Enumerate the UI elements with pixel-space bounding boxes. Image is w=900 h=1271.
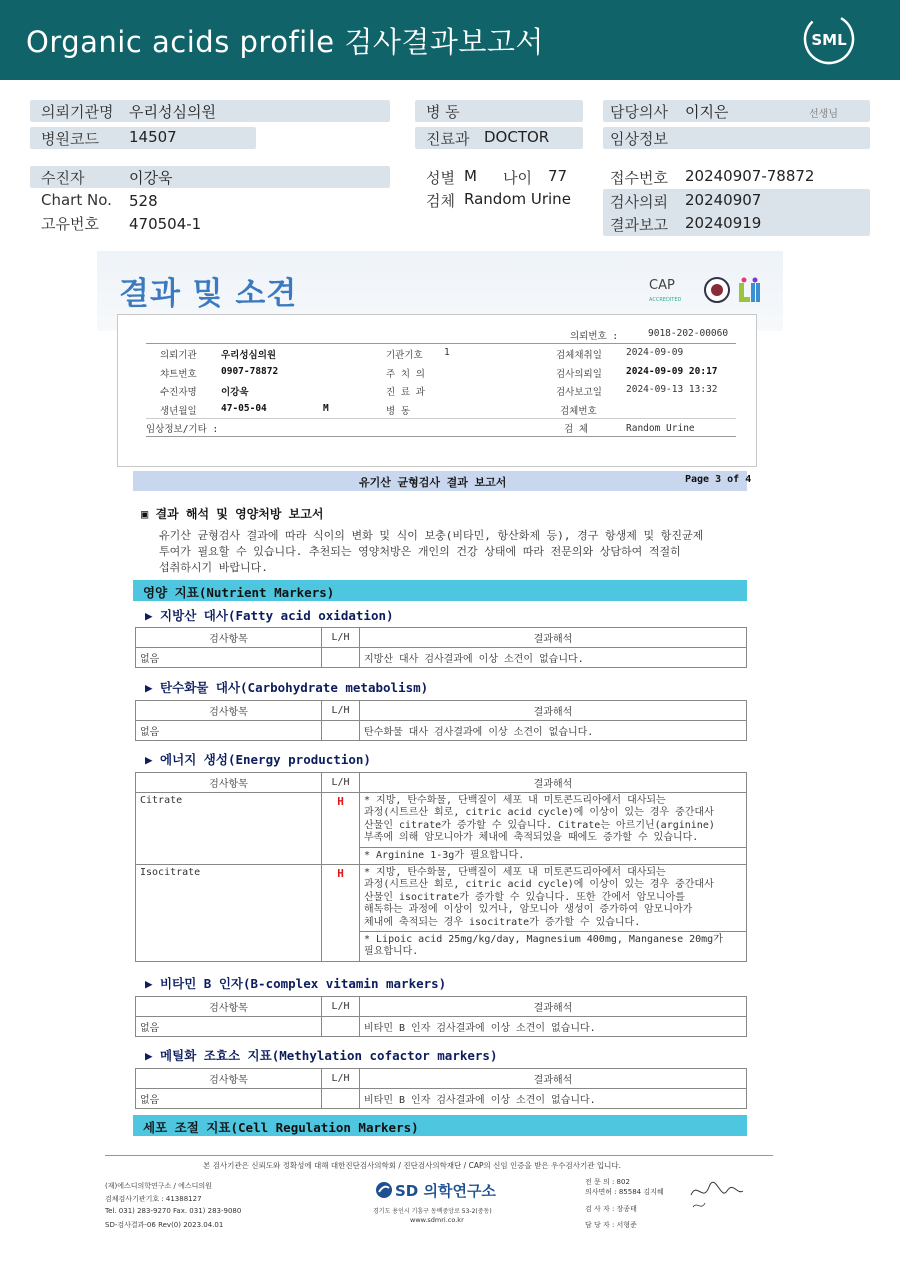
item-citrate: Citrate [136,793,322,865]
r5-c4: Random Urine [626,423,695,434]
table-row: * Arginine 1-3g가 필요합니다. [136,847,747,864]
specimen-label: 검체 [426,192,455,210]
age-value: 77 [548,167,568,185]
report-title: 결과 및 소견 [119,276,298,312]
cell-regulation-bar [133,1115,747,1136]
table-row: Isocitrate H * 지방, 탄수화물, 단백질이 세포 내 미토콘드리아에서 대사되는 과정(시트르산 회로, citric acid cycle)에 이상이 있는 경우 중간대사 산물인 isocitrate가 증가할 수 있습니다. 또한 간에서 암모니아를 해독하는 과정에 이상이 있거나, 암모니아 생성이 증가하여 암모니아가 체내에 축적되는 경우 isocitrate가 증가할 수 있습니다. [136,865,747,932]
col-item: 검사항목 [136,628,322,648]
col-lh: L/H [322,628,360,648]
dept-label: 진료과 [426,130,470,148]
footer-web: www.sdmri.co.kr [410,1216,464,1224]
nutrient-bar [133,580,747,601]
r3-c2: 이강욱 [221,387,249,398]
page-indicator: Page 3 of 4 [685,474,752,485]
doctor-label: 담당의사 [610,103,668,121]
footer-notice: 본 검사기관은 신뢰도와 정확성에 대해 대한진단검사의학회 / 진단검사의학재단 / CAP의 신임 인증을 받은 우수검사기관 입니다. [203,1161,621,1170]
id-label: 고유번호 [41,215,99,233]
divider [146,436,736,437]
r1-c2: 우리성심의원 [221,350,277,361]
req-no: 9018-202-00060 [648,328,729,339]
r4-c3: 병 동 [386,406,411,417]
r5-c3: 검 체 [564,424,589,435]
interp-line-3: 섭취하시기 바랍니다. [159,561,268,574]
footer-phone: Tel. 031) 283-9270 Fax. 031) 283-9080 [105,1207,242,1215]
r1-c4: 1 [444,347,450,358]
flag-citrate: H [322,793,360,865]
divider [146,418,736,419]
org-label: 의뢰기관명 [41,103,114,121]
report-value: 20240919 [685,214,762,232]
interp-line-2: 투여가 필요할 수 있습니다. 추천되는 영양처방은 개인의 건강 상태에 따라 전문의와 상담하여 적절히 [159,545,681,558]
code-label: 병원코드 [41,130,99,148]
col-interp: 결과해석 [360,628,747,648]
r2-c2: 0907-78872 [221,366,279,377]
report-label: 결과보고 [610,216,668,234]
age-label: 나이 [503,169,532,187]
table-carbohydrate: 검사항목 L/H 결과해석 없음 탄수화물 대사 검사결과에 이상 소견이 없습니다. [135,700,747,741]
dept-value: DOCTOR [484,128,550,146]
footer-form: SD-검사결과-06 Rev(0) 2023.04.01 [105,1221,224,1229]
section-energy: ▶ 에너지 생성(Energy production) [145,752,371,767]
report-bar [133,471,752,491]
report-bar-title: 유기산 균형검사 결과 보고서 [359,476,507,489]
r4-c1: 생년월일 [160,406,197,417]
sml-logo-icon [802,12,856,66]
request-value: 20240907 [685,191,762,209]
table-vitamin-b: 검사항목 L/H 결과해석 없음 비타민 B 인자 검사결과에 이상 소견이 없습니다. [135,996,747,1037]
table-methylation: 검사항목 L/H 결과해석 없음 비타민 B 인자 검사결과에 이상 소견이 없습니다. [135,1068,747,1109]
table-row: 없음 탄수화물 대사 검사결과에 이상 소견이 없습니다. [136,721,747,741]
table-row: Citrate H * 지방, 탄수화물, 단백질이 세포 내 미토콘드리아에서 대사되는 과정(시트르산 회로, citric acid cycle)에 이상이 있는 경우 중간대사 산물인 citrate가 증가할 수 있습니다. Citrate는 아르기닌(arginine) 부족에 의해 암모니아가 체내에 축적되었을 때에도 증가할 수 있습니다. [136,793,747,848]
r1-c1: 의뢰기관 [160,350,197,361]
lm-logo-icon [738,277,762,303]
flag-isocitrate: H [322,865,360,962]
cell-bar-label: 세포 조절 지표(Cell Regulation Markers) [143,1120,419,1135]
page-title: Organic acids profile 검사결과보고서 [26,25,544,59]
footer-address: 경기도 용인시 기흥구 동백중앙로 53-2(중동) [373,1208,492,1215]
sex-label: 성별 [426,169,455,187]
section-methylation: ▶ 메틸화 조효소 지표(Methylation cofactor markers) [145,1048,498,1063]
r4-sex: M [323,403,329,414]
interp-line-1: 유기산 균형검사 결과에 따라 식이의 변화 및 식이 보충(비타민, 항산화제 등), 경구 항생제 및 항진균제 [159,529,704,542]
section-carbohydrate: ▶ 탄수화물 대사(Carbohydrate metabolism) [145,680,429,695]
clinical-label: 임상정보 [610,130,668,148]
signature-icon [687,1173,747,1215]
accession-label: 접수번호 [610,169,668,187]
r2-c1: 챠트번호 [160,369,197,380]
doctor-value: 이지은 [685,103,729,121]
footer-org: (재)에스디의학연구소 / 에스디의원 [105,1182,212,1190]
table-energy: 검사항목 L/H 결과해석 Citrate H * 지방, 탄수화물, 단백질이 세포 내 미토콘드리아에서 대사되는 과정(시트르산 회로, citric acid cycle)에 이상이 있는 경우 중간대사 산물인 citrate가 증가할 수 있습니다. Citrate는 아르기닌(arginine) 부족에 의해 암모니아가 체내에 축적되었을 때에도 증가할 수 있습니다. * Arginine 1-3g가 필요합니다. Isocitrate H * 지방, 탄수화물, 단백질이 세포 내 미토콘드리아에서 대사되는 과정(시트르산 회로, citric acid cycle)에 이상이 있는 경우 중간대사 산물인 isocitrate가 증가할 수 있습니다. 또한 간에서 암모니아를 해독하는 과정에 이상이 있거나, 암모니아 생성이 증가하여 암모니아가 체내에 축적되는 경우 isocitrate가 증가할 수 있습니다. * Lipoic acid 25mg/kg/day, Magnesium 400mg, Manganese 20mg가 필요합니다. [135,772,747,962]
r5-c1: 임상정보/기타 : [146,424,219,435]
footer-divider [105,1155,773,1156]
request-info-box [117,314,757,467]
item-isocitrate: Isocitrate [136,865,322,962]
patient-label: 수진자 [41,169,85,187]
section-vitamin-b: ▶ 비타민 B 인자(B-complex vitamin markers) [145,976,447,991]
r2-c5: 검사의뢰일 [556,369,602,380]
table-row: 없음 비타민 B 인자 검사결과에 이상 소견이 없습니다. [136,1017,747,1037]
specimen-value: Random Urine [464,190,571,208]
footer-tester: 검 사 자 : 장종태 [585,1205,637,1213]
logo-text: SML [811,31,847,49]
doctor-suffix: 선생님 [809,109,838,120]
org-value: 우리성심의원 [129,103,216,121]
footer-brand: SD 의학연구소 [395,1182,496,1200]
patient-value: 이강욱 [129,169,173,187]
r2-c3: 주 치 의 [386,369,425,380]
sd-logo-icon [375,1181,393,1199]
request-label: 검사의뢰 [610,193,668,211]
section-fatty-acid: ▶ 지방산 대사(Fatty acid oxidation) [145,608,394,623]
divider [146,343,736,344]
accession-value: 20240907-78872 [685,167,815,185]
r1-c6: 2024-09-09 [626,347,684,358]
req-no-label: 의뢰번호 : [570,331,619,342]
footer-specialist: 전 문 의 : 802 [585,1178,630,1186]
table-row: 없음 지방산 대사 검사결과에 이상 소견이 없습니다. [136,648,747,668]
r4-c2: 47-05-04 [221,403,267,414]
r3-c3: 진 료 과 [386,387,425,398]
id-value: 470504-1 [129,215,202,233]
nutrient-bar-label: 영양 지표(Nutrient Markers) [143,585,335,600]
r4-c5: 검체번호 [560,406,597,417]
interp-title: ▣ 결과 해석 및 영양처방 보고서 [141,507,324,521]
r1-c5: 검체채취일 [556,350,602,361]
footer-staff: 담 당 자 : 서형준 [585,1221,637,1229]
footer-code: 검체검사기관기호 : 41388127 [105,1195,202,1203]
r3-c5: 검사보고일 [556,387,602,398]
r1-c3: 기관기호 [386,350,423,361]
footer-license: 의사면허 : 85584 김지혜 [585,1188,664,1196]
table-fatty-acid [135,627,747,668]
header-band [0,0,900,80]
report-document [97,251,783,1246]
chart-value: 528 [129,192,158,210]
cap-logo: CAP ACCREDITED [649,278,682,303]
seal-icon [703,276,731,304]
r3-c6: 2024-09-13 13:32 [626,384,718,395]
ward-label: 병 동 [426,103,460,121]
r3-c1: 수진자명 [160,387,197,398]
sex-value: M [464,167,477,185]
code-value: 14507 [129,128,177,146]
table-row: 없음 비타민 B 인자 검사결과에 이상 소견이 없습니다. [136,1089,747,1109]
chart-label: Chart No. [41,191,112,209]
r2-c6: 2024-09-09 20:17 [626,366,718,377]
table-row: * Lipoic acid 25mg/kg/day, Magnesium 400mg, Manganese 20mg가 필요합니다. [136,932,747,962]
